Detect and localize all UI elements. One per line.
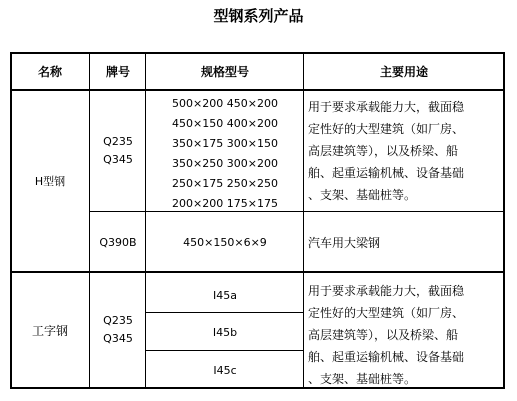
table-border-right xyxy=(503,52,505,389)
grade-line: Q345 xyxy=(103,153,133,166)
spec-row: 200×200 175×175 xyxy=(172,197,278,210)
spec-divider xyxy=(146,350,304,351)
grade-line: Q345 xyxy=(103,332,133,345)
column-divider xyxy=(303,52,304,389)
i-beam-spec: I45c xyxy=(213,363,237,377)
row-divider xyxy=(10,271,504,273)
use-line: 用于要求承载能力大，截面稳 xyxy=(308,100,465,114)
spec-row: 350×250 300×200 xyxy=(172,157,278,170)
use-line: 用于要求承载能力大，截面稳 xyxy=(308,284,465,298)
column-divider xyxy=(145,52,146,389)
use-line: 定性好的大型建筑（如厂房、 xyxy=(308,122,465,136)
grade-line: Q235 xyxy=(103,314,133,327)
use-line: 舶、起重运输机械、设备基础 xyxy=(308,350,465,364)
i-beam-name: 工字钢 xyxy=(31,323,68,338)
grade-line: Q235 xyxy=(103,135,133,148)
page-title: 型钢系列产品 xyxy=(213,7,304,25)
i-beam-grade xyxy=(90,272,146,388)
header-grade: 牌号 xyxy=(105,64,130,79)
h-steel-use-2: 汽车用大梁钢 xyxy=(308,235,381,250)
table-border-left xyxy=(10,52,12,389)
h-steel-name: H型钢 xyxy=(34,175,66,188)
h-steel-use xyxy=(304,96,504,212)
header-divider xyxy=(10,89,504,91)
spec-row: 450×150 400×200 xyxy=(172,117,278,130)
use-line: 、支架、基础桩等。 xyxy=(308,188,417,202)
h-steel-grade-1 xyxy=(90,90,146,212)
h-steel-spec-2: 450×150×6×9 xyxy=(183,235,267,249)
i-beam-spec: I45b xyxy=(212,325,238,339)
use-line: 定性好的大型建筑（如厂房、 xyxy=(308,306,465,320)
h-steel-spec-list xyxy=(146,90,304,212)
table-border-top xyxy=(10,52,504,54)
header-spec: 规格型号 xyxy=(200,64,249,79)
spec-row: 500×200 450×200 xyxy=(172,97,278,110)
spec-row: 250×175 250×250 xyxy=(172,177,278,190)
row-divider xyxy=(90,211,504,212)
use-line: 高层建筑等），以及桥梁、船 xyxy=(308,144,459,158)
column-divider xyxy=(89,52,90,389)
use-line: 、支架、基础桩等。 xyxy=(308,372,417,386)
header-use: 主要用途 xyxy=(379,64,428,79)
spec-divider xyxy=(146,312,304,313)
table-border-bottom xyxy=(10,387,504,389)
use-line: 高层建筑等），以及桥梁、船 xyxy=(308,328,459,342)
i-beam-spec: I45a xyxy=(213,288,237,302)
h-steel-grade-2: Q390B xyxy=(99,235,137,249)
use-line: 舶、起重运输机械、设备基础 xyxy=(308,166,465,180)
spec-row: 350×175 300×150 xyxy=(172,137,278,150)
i-beam-use xyxy=(304,280,504,388)
header-name: 名称 xyxy=(37,64,62,79)
